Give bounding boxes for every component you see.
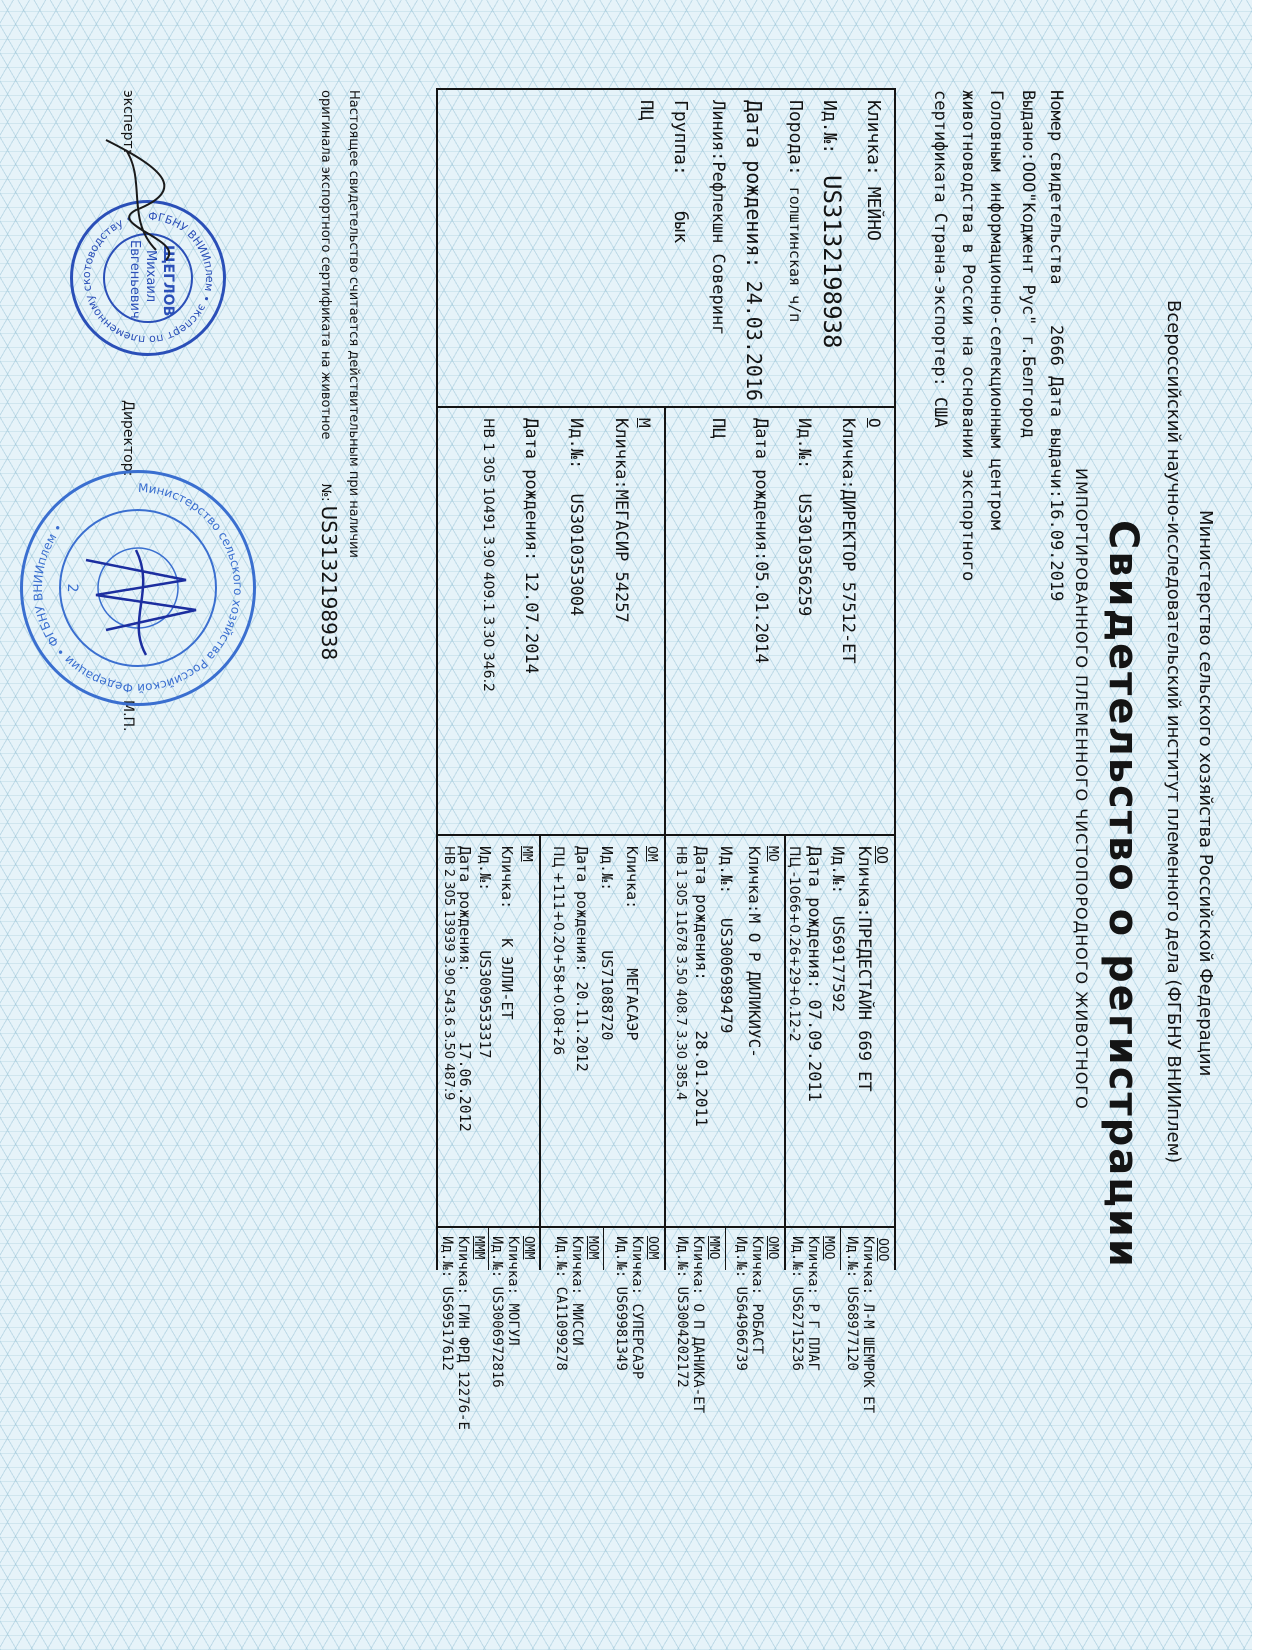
- ff-pc: ПЦ -1066+0.26+29+0.12-2: [786, 846, 802, 1042]
- fm-id: US3006989479: [717, 917, 736, 1034]
- mm-id-label: Ид.№:: [476, 846, 494, 892]
- mm-dob-label: Дата рождения:: [456, 846, 474, 973]
- validity-note-2-text: оригинала экспортного сертификата на животное: [318, 90, 333, 440]
- gp-name: МОГУЛ: [505, 1303, 521, 1346]
- gp-id: US64966739: [733, 1286, 749, 1371]
- father-id-label: Ид.№:: [794, 418, 814, 470]
- father-id: US3010356259: [794, 493, 814, 617]
- gp-id-label: Ид.№:: [489, 1236, 505, 1279]
- gp-id: US62715236: [789, 1286, 805, 1371]
- fm-name: М О Р ДИЛИКИУС-: [745, 913, 764, 1058]
- mf-name: МЕГАСАЭР: [623, 968, 641, 1041]
- gp-name-label: Кличка:: [749, 1236, 765, 1296]
- gp-name-label: Кличка:: [569, 1236, 585, 1296]
- gp-name-label: Кличка:: [505, 1236, 521, 1296]
- animal-name-label: Кличка:: [863, 100, 884, 176]
- ff-dob-label: Дата рождения:: [804, 846, 824, 990]
- director-label: Директор:: [120, 400, 136, 477]
- gp-id-label: Ид.№:: [733, 1236, 749, 1279]
- fm-name-label: Кличка:: [745, 846, 764, 914]
- ff-id: US69177592: [829, 915, 848, 1013]
- father-dob: 05.01.2014: [751, 561, 771, 664]
- center-line-2: животноводства в России на основании экспортного: [958, 90, 978, 582]
- gp-name-label: Кличка:: [455, 1236, 471, 1296]
- institute-line: Всероссийский научно-исследовательский институт племенного дела (ФГБНУ ВНИИплем): [1163, 300, 1184, 1164]
- gp-id-label: Ид.№:: [674, 1236, 690, 1279]
- mf-code: ОМ: [644, 846, 659, 862]
- gp-id-label: Ид.№:: [789, 1236, 805, 1279]
- gp-id-label: Ид.№:: [613, 1236, 629, 1279]
- fm-production: НВ 1 305 11678 3.50 408.7 3.30 385.4: [673, 846, 688, 1101]
- mother-code: М: [635, 418, 654, 428]
- ff-name-label: Кличка:: [854, 846, 874, 918]
- cert-no-label: №:: [318, 483, 333, 502]
- mm-name: К ЭЛЛИ-ET: [498, 938, 516, 1020]
- gp-name: Л-М ШЕМРОК ET: [860, 1303, 876, 1414]
- animal-pc-label: ПЦ: [636, 100, 656, 121]
- animal-line: Рефлекшн Соверинг: [708, 161, 728, 336]
- validity-note-1: Настоящее свидетельство считается действительным при наличии: [346, 90, 361, 558]
- gp-name: Р Г ПЛАГ: [805, 1303, 821, 1371]
- gp-name: МИССИ: [569, 1303, 585, 1346]
- mother-id: US3010353004: [566, 493, 586, 617]
- father-dob-label: Дата рождения:: [751, 418, 771, 562]
- gp-id: US69981349: [613, 1286, 629, 1371]
- animal-dob: 24.03.2016: [742, 280, 766, 402]
- gp-code: ООО: [875, 1238, 890, 1262]
- cert-no: US3132198938: [317, 505, 341, 661]
- gp-code: ООМ: [645, 1236, 660, 1260]
- certificate-subtitle: ИМПОРТИРОВАННОГО ПЛЕМЕННОГО ЧИСТОПОРОДНОГО ЖИВОТНОГО: [1072, 468, 1091, 1110]
- mother-name-label: Кличка:: [611, 418, 631, 490]
- gp-name-label: Кличка:: [805, 1236, 821, 1296]
- gp-code: МММ: [471, 1236, 486, 1260]
- ff-name: ПРЕДЕСТАЙН 669 ET: [854, 917, 874, 1092]
- center-line-3: сертификата Страна-экспортер: США: [930, 90, 950, 428]
- ff-dob: 07.09.2011: [804, 999, 824, 1102]
- animal-id: US3132198938: [818, 175, 846, 349]
- gp-id: US3004202172: [674, 1286, 690, 1388]
- expert-label: эксперт:: [120, 90, 136, 154]
- gp-name-label: Кличка:: [690, 1236, 706, 1296]
- expert-stamp-ring-text: ФГБНУ ВНИИплем • эксперт по племенному скотоводству •: [79, 209, 217, 347]
- father-pc-label: ПЦ: [708, 418, 728, 439]
- fm-id-label: Ид.№:: [717, 846, 736, 895]
- gp-code: ОМО: [765, 1236, 780, 1260]
- fm-code: МО: [765, 846, 780, 862]
- issued-label: Выдано:: [1018, 90, 1038, 162]
- gp-id: US68977120: [844, 1286, 860, 1371]
- gp-id-label: Ид.№:: [844, 1236, 860, 1279]
- gp-code: ММО: [706, 1236, 721, 1260]
- gp-id: US3006972816: [489, 1286, 505, 1388]
- gp-code: МОМ: [585, 1236, 600, 1260]
- director-signature-icon: [66, 540, 216, 660]
- father-name-label: Кличка:: [838, 418, 858, 490]
- mm-dob: 17.06.2012: [456, 1041, 474, 1132]
- mf-dob-label: Дата рождения:: [573, 846, 591, 973]
- fm-dob-label: Дата рождения:: [692, 846, 711, 981]
- stamp-signer-name: Михаил: [143, 250, 158, 303]
- gp-id: US69517612: [439, 1286, 455, 1371]
- fm-dob: 28.01.2011: [692, 1030, 711, 1127]
- animal-group: бык: [670, 210, 691, 244]
- mf-id: US71088720: [598, 950, 616, 1041]
- gp-name-label: Кличка:: [860, 1236, 876, 1296]
- seal-ring-text: Министерство сельского хозяйства Российской Федерации • ФГБНУ ВНИИплем •: [30, 480, 246, 696]
- date-label: Дата выдачи:: [1046, 376, 1066, 499]
- gp-name-label: Кличка:: [629, 1236, 645, 1296]
- animal-group-label: Группа:: [670, 100, 691, 176]
- animal-breed: голштинская ч/п: [786, 186, 804, 323]
- animal-line-label: Линия:: [708, 100, 728, 162]
- gp-code: МОО: [821, 1236, 836, 1260]
- gp-id-label: Ид.№:: [553, 1236, 569, 1279]
- mm-production: НВ 2 305 13939 3.90 543.6 3.50 487.9: [441, 846, 456, 1101]
- animal-breed-label: Порода:: [785, 100, 806, 176]
- animal-name: МЕЙНО: [863, 186, 884, 241]
- issued-value: ООО"Коджент Рус" г.Белгород: [1018, 161, 1038, 438]
- mother-dob: 12.07.2014: [521, 571, 541, 674]
- ff-id-label: Ид.№:: [829, 846, 848, 895]
- animal-dob-label: Дата рождения:: [742, 100, 766, 269]
- gp-code: ОММ: [521, 1236, 536, 1260]
- mother-id-label: Ид.№:: [566, 418, 586, 470]
- validity-note-2: [317, 90, 341, 660]
- father-name: ДИРЕКТОР 57512-ET: [838, 489, 858, 664]
- seal-number: 2: [64, 583, 80, 593]
- gp-name: О П ДАНИКА-ET: [690, 1303, 706, 1414]
- father-code: О: [865, 418, 884, 428]
- number-value: 2666: [1046, 324, 1066, 366]
- mp-label: М.П.: [120, 700, 136, 732]
- mf-name-label: Кличка:: [623, 846, 641, 910]
- date-value: 16.09.2019: [1046, 499, 1066, 602]
- gp-id: CA11099278: [553, 1286, 569, 1371]
- gp-name: ГИН ФРД 12276-Е: [455, 1303, 471, 1430]
- expert-signature-icon: [86, 130, 206, 270]
- mm-id: US3009533317: [476, 950, 494, 1059]
- mm-name-label: Кличка:: [498, 846, 516, 910]
- mm-code: ММ: [519, 846, 534, 862]
- gp-name: СУПЕРСАЭР: [629, 1303, 645, 1380]
- ff-code: ОО: [873, 846, 891, 865]
- mf-pc: ПЦ +111+0.20+58+0.08+26: [550, 846, 566, 1056]
- ministry-line: Министерство сельского хозяйства Российской Федерации: [1195, 510, 1216, 1077]
- mother-name: МЕГАСИР 54257: [611, 489, 631, 623]
- animal-id-label: Ид.№:: [819, 100, 840, 155]
- certificate-title: Свидетельство о регистрации: [1100, 520, 1146, 1269]
- mother-production: НВ 1 305 10491 3.90 409.1 3.30 346.2: [480, 418, 496, 692]
- number-label: Номер свидетельства: [1046, 90, 1066, 285]
- mother-dob-label: Дата рождения:: [521, 418, 541, 562]
- mf-dob: 20.11.2012: [573, 981, 591, 1072]
- mf-id-label: Ид.№:: [598, 846, 616, 892]
- center-line-1: Головным информационно-селекционным центром: [986, 90, 1006, 531]
- stamp-signer-patronymic: Евгеньевич: [127, 240, 142, 319]
- gp-id-label: Ид.№:: [439, 1236, 455, 1279]
- stamp-signer: ЩЕГЛОВ: [160, 245, 176, 317]
- gp-name: РОБАСТ: [749, 1303, 765, 1355]
